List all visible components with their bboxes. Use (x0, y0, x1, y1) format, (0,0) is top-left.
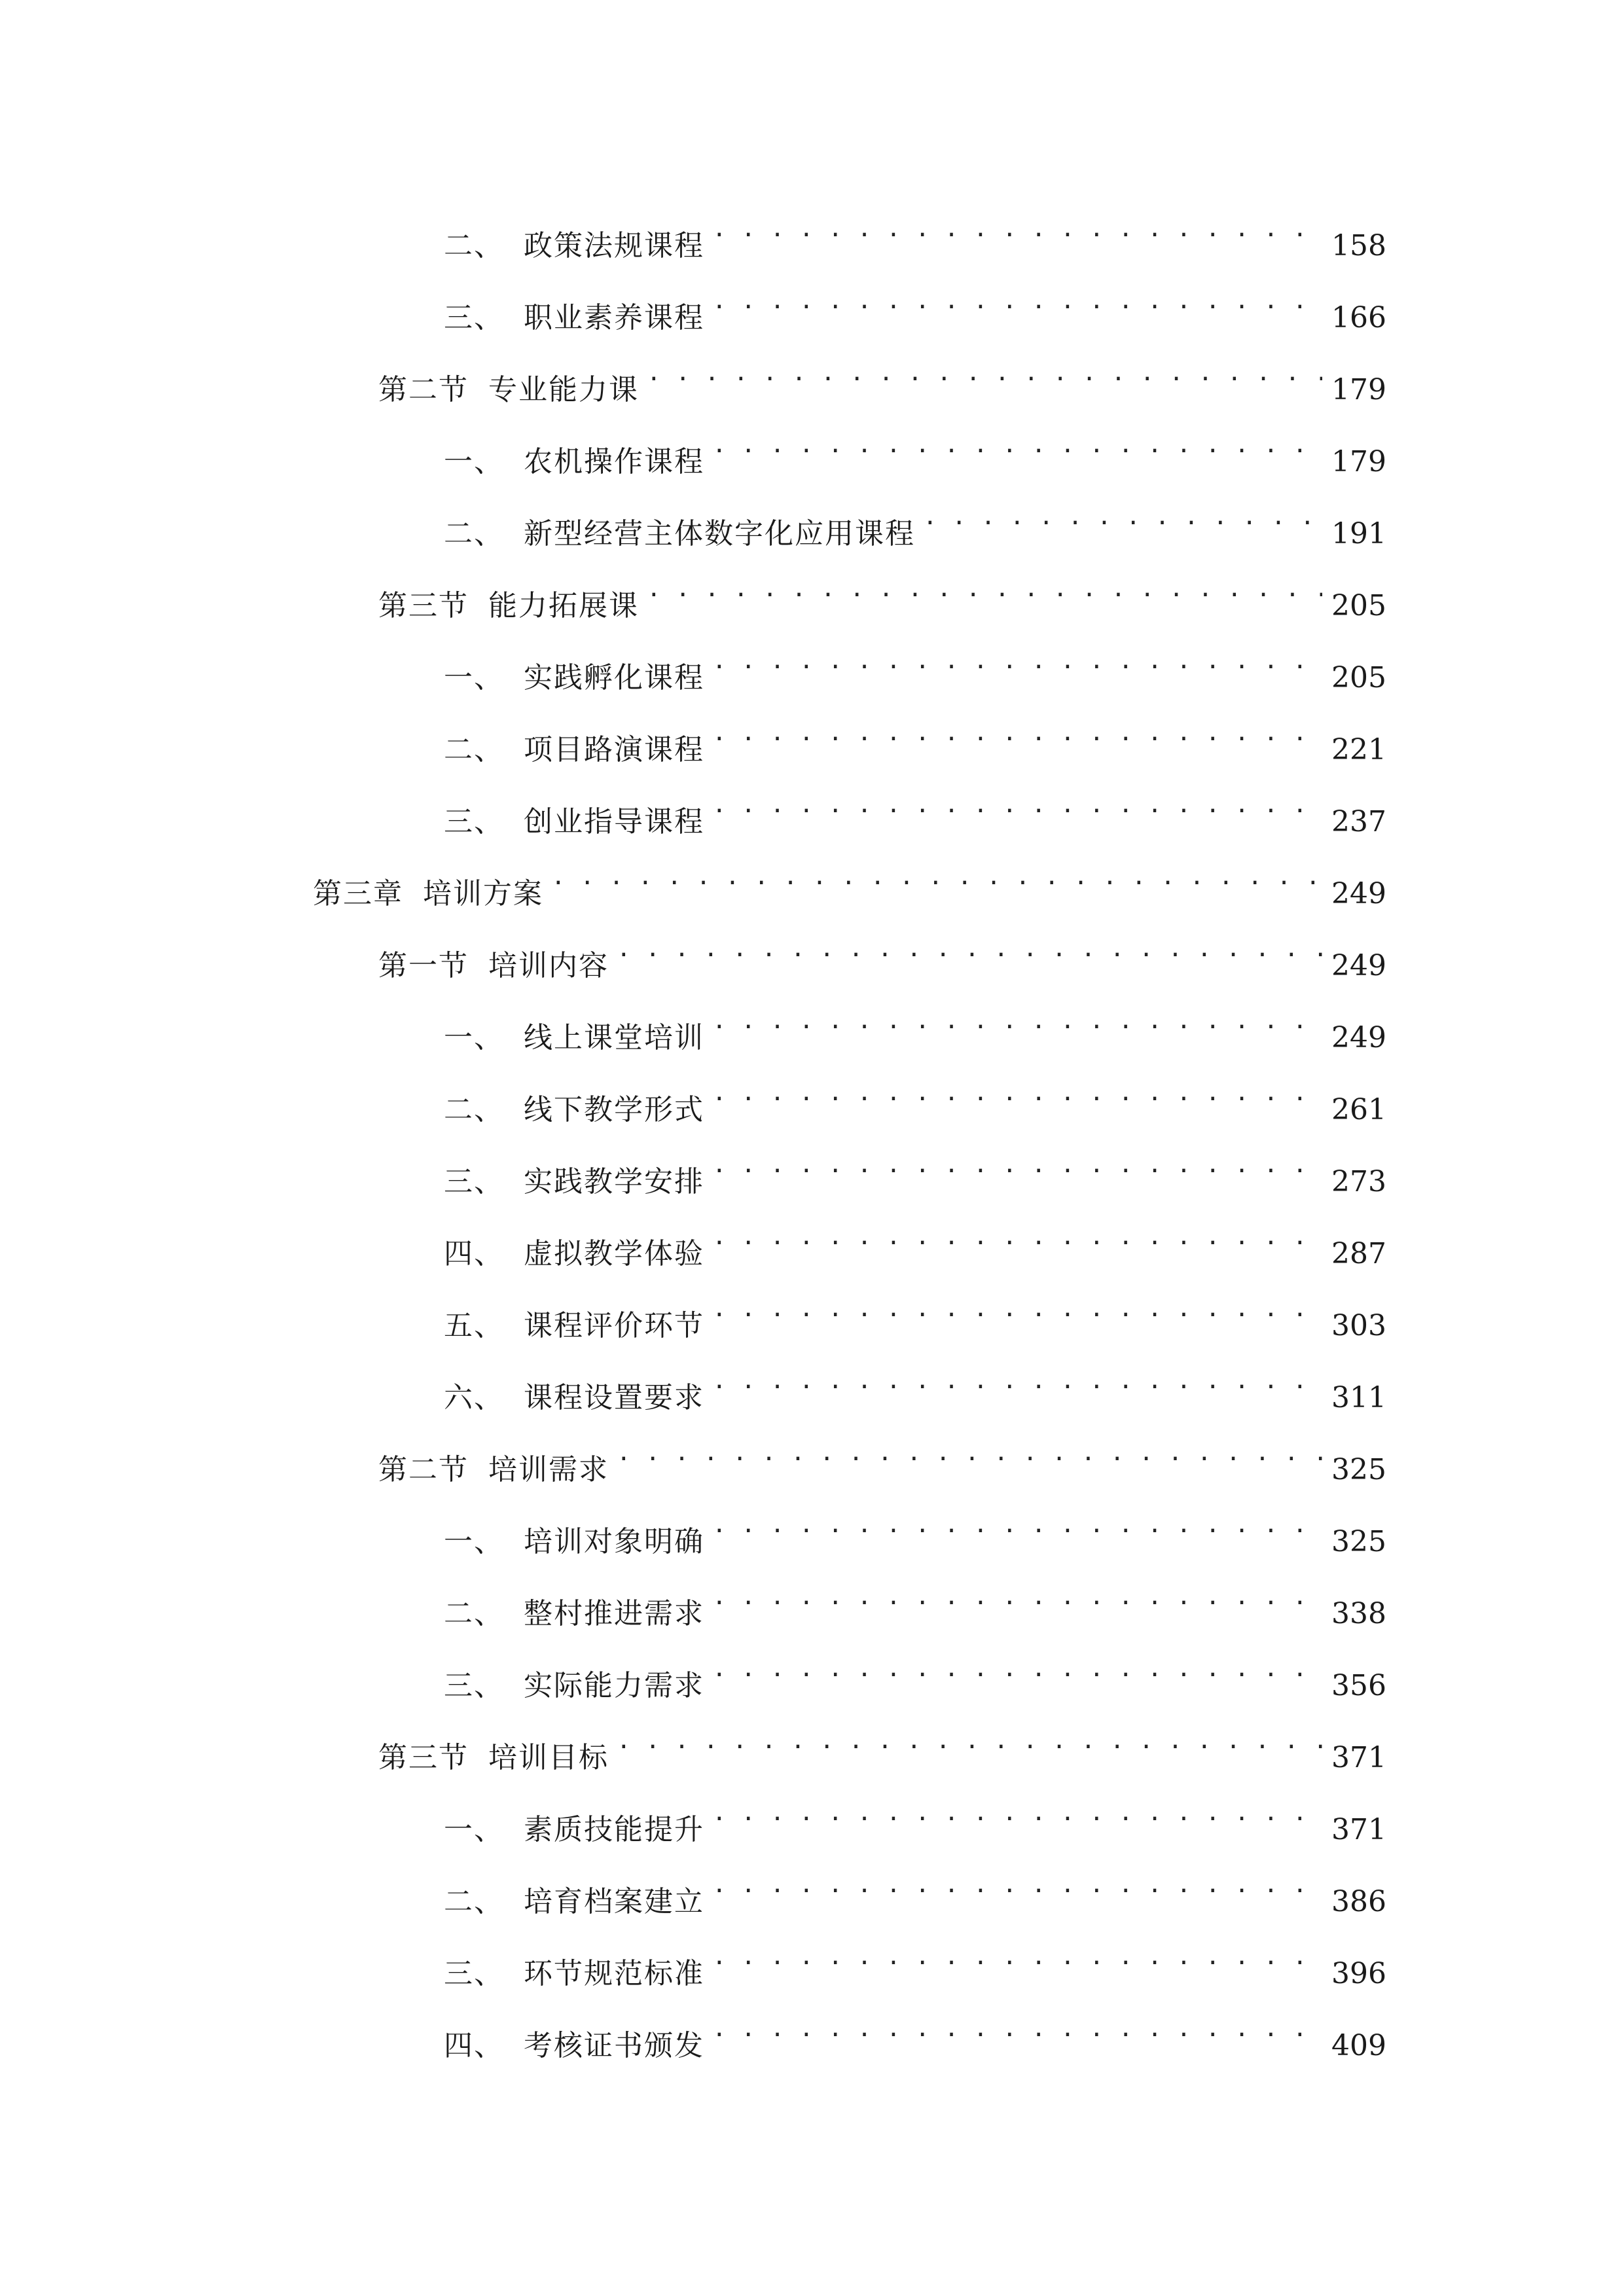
toc-entry[interactable] (444, 1283, 1386, 1342)
toc-entry[interactable] (378, 923, 1386, 982)
toc-entry-title: 培育档案建立 (524, 1885, 704, 1918)
toc-entry-number: 四、 (444, 2029, 504, 2062)
toc-entry-title: 线下教学形式 (524, 1093, 704, 1126)
toc-entry-page: 386 (1331, 1885, 1386, 1918)
toc-entry-title: 培训方案 (423, 877, 543, 910)
toc-entry[interactable] (444, 1211, 1386, 1270)
dot-leader (647, 563, 1322, 615)
dot-leader (712, 275, 1322, 327)
toc-entry-page: 396 (1331, 1957, 1386, 1990)
dot-leader (712, 635, 1322, 687)
toc-entry-title: 实践孵化课程 (524, 661, 704, 694)
dot-leader (712, 1499, 1322, 1551)
dot-leader (712, 1355, 1322, 1407)
toc-entry[interactable] (444, 1859, 1386, 1918)
toc-entry-page: 179 (1331, 373, 1386, 406)
toc-entry[interactable] (444, 419, 1386, 478)
toc-entry-title: 实践教学安排 (524, 1165, 704, 1198)
dot-leader (712, 1283, 1322, 1335)
toc-entry-title: 农机操作课程 (524, 445, 704, 478)
toc-entry-number: 二、 (444, 229, 504, 262)
toc-entry[interactable] (444, 635, 1386, 694)
toc-entry[interactable] (444, 1931, 1386, 1990)
toc-entry-title: 新型经营主体数字化应用课程 (524, 517, 915, 550)
toc-entry-page: 166 (1331, 301, 1386, 334)
toc-entry-page: 191 (1331, 517, 1386, 550)
toc-entry-page: 261 (1331, 1093, 1386, 1126)
dot-leader (712, 1931, 1322, 1983)
toc-entry-number: 三、 (444, 805, 504, 838)
toc-entry-number: 第三章 (313, 877, 403, 910)
toc-entry-title: 课程评价环节 (524, 1309, 704, 1342)
toc-entry-page: 356 (1331, 1669, 1386, 1702)
toc-entry-title: 培训内容 (488, 949, 609, 982)
toc-entry-number: 第二节 (378, 373, 469, 406)
toc-entry-number: 一、 (444, 1021, 504, 1054)
dot-leader (712, 707, 1322, 759)
toc-entry-page: 205 (1331, 589, 1386, 622)
dot-leader (712, 1139, 1322, 1191)
toc-entry-number: 二、 (444, 1885, 504, 1918)
toc-entry-title: 创业指导课程 (524, 805, 704, 838)
toc-entry-number: 六、 (444, 1381, 504, 1414)
toc-entry-title: 实际能力需求 (524, 1669, 704, 1702)
toc-entry[interactable] (444, 275, 1386, 334)
toc-entry-page: 409 (1331, 2029, 1386, 2062)
toc-entry[interactable] (378, 563, 1386, 622)
toc-entry-number: 四、 (444, 1237, 504, 1270)
toc-entry-number: 三、 (444, 1165, 504, 1198)
toc-entry-title: 虚拟教学体验 (524, 1237, 704, 1270)
toc-entry[interactable] (378, 1427, 1386, 1486)
toc-entry-page: 249 (1331, 949, 1386, 982)
toc-entry-number: 二、 (444, 733, 504, 766)
toc-entry-title: 环节规范标准 (524, 1957, 704, 1990)
toc-entry-title: 课程设置要求 (524, 1381, 704, 1414)
toc-entry-page: 338 (1331, 1597, 1386, 1630)
dot-leader (712, 779, 1322, 831)
toc-entry-page: 205 (1331, 661, 1386, 694)
toc-entry-number: 第二节 (378, 1453, 469, 1486)
toc-entry[interactable] (313, 851, 1386, 910)
toc-entry[interactable] (444, 203, 1386, 262)
toc-entry[interactable] (444, 1571, 1386, 1630)
toc-entry-number: 二、 (444, 1597, 504, 1630)
dot-leader (647, 347, 1322, 399)
toc-entry-title: 专业能力课 (488, 373, 639, 406)
toc-entry-number: 一、 (444, 445, 504, 478)
toc-entry-title: 素质技能提升 (524, 1813, 704, 1846)
toc-entry-number: 第三节 (378, 1741, 469, 1774)
toc-entry-page: 273 (1331, 1165, 1386, 1198)
toc-entry[interactable] (444, 1355, 1386, 1414)
toc-entry[interactable] (444, 1067, 1386, 1126)
dot-leader (617, 923, 1322, 975)
toc-entry-title: 能力拓展课 (488, 589, 639, 622)
toc-entry-title: 项目路演课程 (524, 733, 704, 766)
toc-entry-number: 二、 (444, 1093, 504, 1126)
toc-entry-page: 158 (1331, 229, 1386, 262)
toc-entry-number: 三、 (444, 301, 504, 334)
toc-entry-number: 二、 (444, 517, 504, 550)
toc-entry[interactable] (444, 2003, 1386, 2062)
toc-entry[interactable] (444, 491, 1386, 550)
toc-entry[interactable] (444, 707, 1386, 766)
toc-entry-title: 培训对象明确 (524, 1525, 704, 1558)
toc-entry-page: 325 (1331, 1525, 1386, 1558)
toc-entry[interactable] (444, 779, 1386, 838)
dot-leader (712, 995, 1322, 1047)
toc-entry-title: 考核证书颁发 (524, 2029, 704, 2062)
toc-entry[interactable] (444, 995, 1386, 1054)
dot-leader (712, 1859, 1322, 1911)
toc-entry-number: 第三节 (378, 589, 469, 622)
dot-leader (551, 851, 1322, 903)
toc-entry-page: 237 (1331, 805, 1386, 838)
toc-entry-page: 179 (1331, 445, 1386, 478)
toc-entry-number: 一、 (444, 661, 504, 694)
toc-entry-number: 一、 (444, 1813, 504, 1846)
toc-entry-number: 第一节 (378, 949, 469, 982)
toc-entry-page: 249 (1331, 877, 1386, 910)
toc-entry-page: 249 (1331, 1021, 1386, 1054)
toc-entry-number: 三、 (444, 1957, 504, 1990)
dot-leader (617, 1715, 1322, 1767)
dot-leader (712, 1067, 1322, 1119)
toc-entry[interactable] (444, 1499, 1386, 1558)
toc-entry-title: 培训目标 (488, 1741, 609, 1774)
toc-entry[interactable] (444, 1139, 1386, 1198)
toc-entry-number: 三、 (444, 1669, 504, 1702)
dot-leader (712, 203, 1322, 255)
toc-entry[interactable] (444, 1787, 1386, 1846)
toc-entry-title: 政策法规课程 (524, 229, 704, 262)
toc-entry[interactable] (378, 347, 1386, 406)
dot-leader (712, 1571, 1322, 1623)
toc-entry-number: 五、 (444, 1309, 504, 1342)
toc-entry-title: 培训需求 (488, 1453, 609, 1486)
dot-leader (712, 1643, 1322, 1695)
toc-entry-page: 325 (1331, 1453, 1386, 1486)
dot-leader (712, 1787, 1322, 1839)
dot-leader (712, 419, 1322, 471)
toc-entry[interactable] (444, 1643, 1386, 1702)
toc-entry-title: 职业素养课程 (524, 301, 704, 334)
dot-leader (712, 1211, 1322, 1263)
toc-entry-page: 371 (1331, 1741, 1386, 1774)
dot-leader (923, 491, 1322, 543)
dot-leader (712, 2003, 1322, 2055)
toc-entry-page: 221 (1331, 733, 1386, 766)
toc-entry[interactable] (378, 1715, 1386, 1774)
toc-entry-title: 线上课堂培训 (524, 1021, 704, 1054)
toc-entry-number: 一、 (444, 1525, 504, 1558)
dot-leader (617, 1427, 1322, 1479)
toc-entry-page: 311 (1331, 1381, 1386, 1414)
toc-entry-page: 303 (1331, 1309, 1386, 1342)
toc-entry-title: 整村推进需求 (524, 1597, 704, 1630)
toc-entry-page: 287 (1331, 1237, 1386, 1270)
toc-entry-page: 371 (1331, 1813, 1386, 1846)
